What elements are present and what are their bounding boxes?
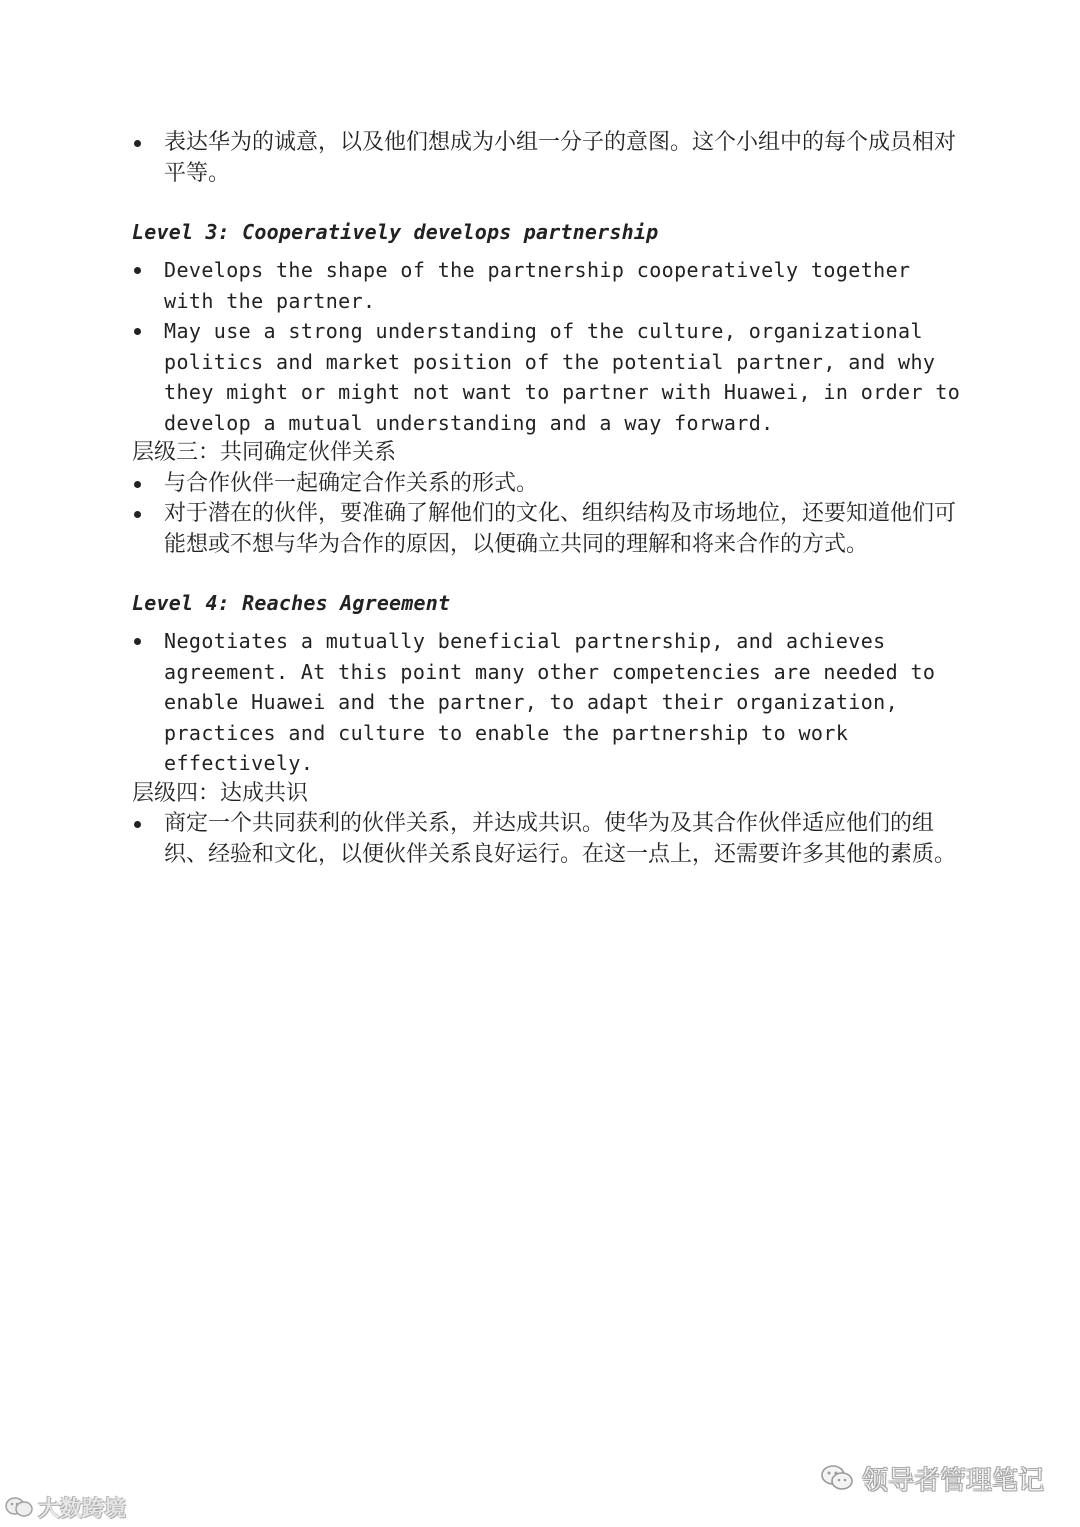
bullet-icon	[134, 481, 141, 488]
bullet-text: Develops the shape of the partnership cooperatively together with the partner.	[164, 258, 911, 313]
level3-heading: Level 3: Cooperatively develops partnership	[132, 220, 659, 244]
bullet-icon	[134, 638, 141, 645]
chat-bubble-logo-icon	[4, 1495, 34, 1519]
watermark-right-text: 领导者管理笔记	[861, 1465, 1044, 1496]
list-item	[132, 499, 962, 560]
list-item	[132, 316, 962, 438]
bullet-icon	[134, 328, 141, 335]
bullet-text: Negotiates a mutually beneficial partnership, and achieves agreement. At this point many other competencies are needed to enable Huawei and the partner, to adapt their organization, practices and culture to enable the partnership to work effectively.	[164, 629, 936, 775]
level4-heading: Level 4: Reaches Agreement	[132, 591, 451, 615]
watermark-left-text: 大数跨境	[38, 1496, 127, 1522]
bullet-text: 与合作伙伴一起确定合作关系的形式。	[164, 470, 539, 496]
watermark-right	[820, 1458, 1044, 1498]
intro-bullet-list	[132, 128, 962, 189]
bullet-icon	[134, 267, 141, 274]
watermark-left	[4, 1492, 126, 1522]
level3-cn-bullet-list	[132, 469, 962, 561]
list-item	[132, 469, 962, 500]
document-page	[132, 128, 962, 870]
list-item	[132, 255, 962, 316]
level3-en-bullet-list	[132, 255, 962, 438]
bullet-icon	[134, 140, 141, 147]
list-item	[132, 128, 962, 189]
list-item	[132, 626, 962, 779]
bullet-text: 商定一个共同获利的伙伴关系，并达成共识。使华为及其合作伙伴适应他们的组织、经验和文化，以便伙伴关系良好运行。在这一点上，还需要许多其他的素质。	[164, 811, 957, 867]
bullet-text: 对于潜在的伙伴，要准确了解他们的文化、组织结构及市场地位，还要知道他们可能想或不想与华为合作的原因，以便确立共同的理解和将来合作的方式。	[164, 501, 957, 557]
level4-cn-label: 层级四：达成共识	[132, 780, 309, 806]
list-item	[132, 809, 962, 870]
bullet-text: May use a strong understanding of the culture, organizational politics and market position of the potential partner, and why they might or might not want to partner with Huawei, in order to develop a mutual understanding and a way forward.	[164, 319, 961, 435]
bullet-icon	[134, 821, 141, 828]
bullet-icon	[134, 511, 141, 518]
bullet-text: 表达华为的诚意，以及他们想成为小组一分子的意图。这个小组中的每个成员相对平等。	[164, 130, 957, 186]
level4-cn-bullet-list	[132, 809, 962, 870]
level4-en-bullet-list	[132, 626, 962, 779]
wechat-logo-icon	[820, 1463, 854, 1493]
level3-cn-label: 层级三：共同确定伙伴关系	[132, 440, 397, 465]
